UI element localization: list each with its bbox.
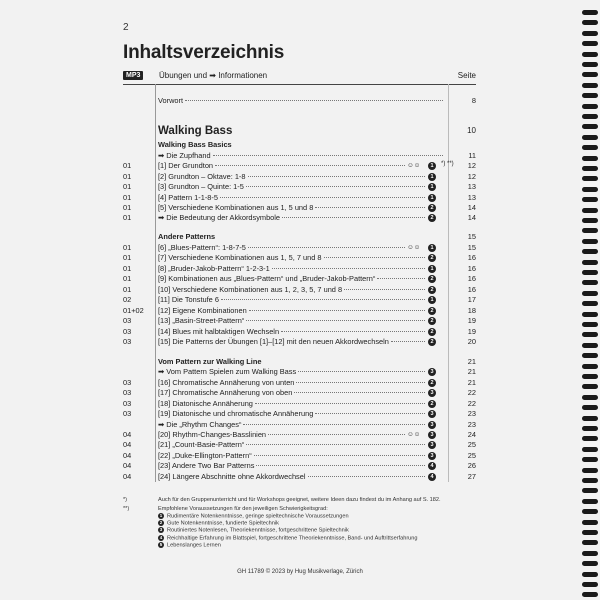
difficulty-level-icon: 2 (428, 400, 436, 408)
spiral-ring (582, 343, 598, 348)
leader-dots (296, 382, 425, 383)
toc-entry[interactable] (123, 336, 476, 347)
difficulty-level-icon: 3 (428, 441, 436, 449)
leader-dots (282, 217, 425, 218)
spiral-ring (582, 176, 598, 181)
toc-entry[interactable] (123, 387, 476, 398)
spiral-ring (582, 457, 598, 462)
leader-dots (298, 371, 425, 372)
toc-entry-title: [15] Die Patterns der Übungen [1]–[12] mit den neuen Akkordwechseln (158, 337, 389, 346)
header-page-label: Seite (457, 71, 476, 80)
difficulty-level-icon: 3 (428, 452, 436, 460)
mp3-track: 01 (123, 193, 132, 202)
toc-entry-title: [11] Die Tonstufe 6 (158, 295, 219, 304)
toc-entry-title: [13] „Basin-Street-Pattern“ (158, 316, 245, 325)
toc-page-number: 12 (467, 161, 476, 170)
legend-text: Gute Notenkenntnisse, fundierte Spieltechnik (167, 520, 279, 527)
spiral-ring (582, 395, 598, 400)
leader-dots (308, 476, 425, 477)
leader-dots (315, 207, 425, 208)
leader-dots (268, 434, 405, 435)
toc-entry[interactable] (123, 366, 476, 377)
mp3-track: 01 (123, 213, 132, 222)
mp3-track: 03 (123, 337, 132, 346)
footnote-text: Empfohlene Voraussetzungen für den jeweiligen Schwierigkeitsgrad: (158, 506, 328, 512)
toc-entry-title: [21] „Count-Basie-Pattern“ (158, 440, 245, 449)
spiral-ring (582, 332, 598, 337)
toc-entry-title: Vorwort (158, 96, 184, 105)
leader-dots (213, 155, 443, 156)
mp3-track: 04 (123, 440, 132, 449)
spiral-ring (582, 468, 598, 473)
toc-page-number: 16 (467, 285, 476, 294)
leader-dots (185, 100, 443, 101)
leader-dots (294, 392, 425, 393)
spiral-ring (582, 187, 598, 192)
difficulty-level-icon: 1 (428, 265, 436, 273)
toc-entry-title: [10] Verschiedene Kombinationen aus 1, 2, 3, 5, 7 und 8 (158, 285, 343, 294)
toc-page-number: 17 (467, 295, 476, 304)
toc-entry[interactable] (123, 273, 476, 284)
difficulty-level-icon: 2 (428, 328, 436, 336)
leader-dots (281, 331, 425, 332)
toc-entry[interactable] (123, 294, 476, 305)
spiral-ring (582, 301, 598, 306)
toc-entry-title: ➡ Die „Rhythm Changes“ (158, 420, 242, 429)
toc-page-number: 18 (467, 306, 476, 315)
difficulty-level-icon: 1 (428, 296, 436, 304)
leader-dots (246, 320, 425, 321)
difficulty-level-icon: 3 (428, 368, 436, 376)
spiral-ring (582, 93, 598, 98)
toc-entry[interactable] (123, 160, 476, 171)
toc-page-number: 24 (467, 430, 476, 439)
difficulty-level-icon: 1 (428, 173, 436, 181)
toc-page-number: 11 (468, 151, 476, 160)
mp3-track: 02 (123, 295, 132, 304)
leader-dots (249, 310, 425, 311)
footnote-mark: **) (123, 506, 130, 512)
toc-page-number: 19 (467, 327, 476, 336)
spiral-ring (582, 166, 598, 171)
toc-header (123, 70, 476, 84)
toc-page-number: 22 (467, 399, 476, 408)
difficulty-level-icon: 2 (428, 307, 436, 315)
spiral-ring (582, 52, 598, 57)
toc-page-number: 14 (467, 203, 476, 212)
toc-entry-title: [12] Eigene Kombinationen (158, 306, 247, 315)
legend-text: Rudimentäre Notenkenntnisse, geringe spieltechnische Voraussetzungen (167, 513, 349, 520)
difficulty-level-icon: 1 (159, 513, 163, 518)
toc-page-number: 23 (467, 409, 476, 418)
spiral-ring (582, 364, 598, 369)
toc-entry-title: [14] Blues mit halbtaktigen Wechseln (158, 327, 280, 336)
leader-dots (255, 403, 425, 404)
toc-page-number: 14 (467, 213, 476, 222)
mp3-track: 01 (123, 203, 132, 212)
toc-entry[interactable] (123, 408, 476, 419)
spiral-ring (582, 239, 598, 244)
toc-page-number: 22 (467, 388, 476, 397)
spiral-ring (582, 540, 598, 545)
toc-entry-title: [20] Rhythm-Changes-Basslinien (158, 430, 267, 439)
spiral-ring (582, 249, 598, 254)
spiral-ring (582, 592, 598, 597)
footnote-mark: *) (123, 497, 128, 503)
leader-dots (344, 289, 425, 290)
spiral-ring (582, 312, 598, 317)
mp3-track: 01+02 (123, 306, 144, 315)
spiral-ring (582, 20, 598, 25)
leader-dots (243, 424, 425, 425)
toc-entry-title: Walking Bass (158, 125, 233, 137)
leader-dots (391, 341, 425, 342)
toc-entry-title: [22] „Duke-Ellington-Pattern“ (158, 451, 252, 460)
toc-entry[interactable] (123, 212, 476, 223)
leader-dots (254, 455, 425, 456)
spiral-ring (582, 426, 598, 431)
leader-dots (221, 299, 425, 300)
toc-entry-title: [2] Grundton – Oktave: 1-8 (158, 172, 246, 181)
mp3-track: 03 (123, 388, 132, 397)
mp3-track: 01 (123, 161, 132, 170)
mp3-track: 04 (123, 461, 132, 470)
spiral-ring (582, 374, 598, 379)
spiral-ring (582, 218, 598, 223)
leader-dots (377, 278, 425, 279)
spiral-ring (582, 41, 598, 46)
spiral-ring (582, 530, 598, 535)
toc-page-number: 21 (467, 378, 476, 387)
toc-entry[interactable] (123, 315, 476, 326)
group-suitable-icon: ☺☺ (407, 162, 421, 169)
toc-page-number: 25 (467, 440, 476, 449)
spiral-ring (582, 291, 598, 296)
mp3-track: 03 (123, 378, 132, 387)
mp3-track: 03 (123, 327, 132, 336)
toc-entry-title: [24] Längere Abschnitte ohne Akkordwechsel (158, 472, 306, 481)
spiral-ring (582, 416, 598, 421)
spiral-ring (582, 520, 598, 525)
spiral-ring (582, 197, 598, 202)
toc-entry-title: ➡ Die Bedeutung der Akkordsymbole (158, 213, 281, 222)
header-rule (123, 84, 476, 85)
toc-entry-title: [9] Kombinationen aus „Blues-Pattern“ und „Bruder-Jakob-Pattern“ (158, 274, 376, 283)
leader-dots (220, 197, 425, 198)
spiral-ring (582, 114, 598, 119)
group-suitable-icon: ☺☺ (407, 431, 421, 438)
spiral-ring (582, 561, 598, 566)
toc-page-number: 10 (467, 126, 476, 135)
spiral-ring (582, 582, 598, 587)
toc-entry[interactable] (123, 123, 476, 139)
toc-page-number: 16 (467, 264, 476, 273)
leader-dots (246, 444, 425, 445)
spiral-ring (582, 270, 598, 275)
toc-entry-title: [19] Diatonische und chromatische Annäherung (158, 409, 314, 418)
group-suitable-icon: ☺☺ (407, 244, 421, 251)
difficulty-level-icon: 4 (428, 473, 436, 481)
difficulty-level-icon: 1 (428, 244, 436, 252)
page-number: 2 (123, 22, 129, 33)
toc-page-number: 16 (467, 274, 476, 283)
spiral-ring (582, 228, 598, 233)
toc-entry-title: ➡ Vom Pattern Spielen zum Walking Bass (158, 367, 297, 376)
toc-entry-title: [5] Verschiedene Kombinationen aus 1, 5 und 8 (158, 203, 314, 212)
toc-page-number: 26 (467, 461, 476, 470)
mp3-track: 03 (123, 409, 132, 418)
leader-dots (272, 268, 425, 269)
toc-entry-title: [16] Chromatische Annäherung von unten (158, 378, 295, 387)
mp3-track: 01 (123, 253, 132, 262)
spiral-ring (582, 499, 598, 504)
mp3-track: 03 (123, 399, 132, 408)
leader-dots (256, 465, 425, 466)
legend-text: Routiniertes Notenlesen, Theoriekenntnisse, fortgeschrittene Spieltechnik (167, 527, 349, 534)
spiral-ring (582, 260, 598, 265)
mp3-badge: MP3 (123, 71, 143, 80)
toc-entry-title: [6] „Blues-Pattern“: 1-8-7-5 (158, 243, 246, 252)
toc-entry[interactable] (123, 181, 476, 192)
spiral-ring (582, 145, 598, 150)
leader-dots (215, 165, 405, 166)
toc-entry[interactable] (123, 139, 476, 150)
spiral-ring (582, 322, 598, 327)
difficulty-level-icon: 1 (428, 162, 436, 170)
spiral-ring (582, 135, 598, 140)
difficulty-level-icon: 3 (428, 389, 436, 397)
toc-entry-title: [17] Chromatische Annäherung von oben (158, 388, 293, 397)
spiral-ring (582, 62, 598, 67)
difficulty-level-icon: 3 (159, 527, 163, 533)
spiral-ring (582, 405, 598, 410)
spiral-ring (582, 280, 598, 285)
colophon: GH 11789 © 2023 by Hug Musikverlage, Zürich (237, 569, 363, 575)
legend-text: Reichhaltige Erfahrung im Blattspiel, fortgeschrittene Theoriekenntnisse, Band- und Auftrittserfahrung (167, 535, 418, 542)
difficulty-level-icon: 3 (428, 421, 436, 429)
toc-page-number: 12 (467, 172, 476, 181)
toc-page-number: 23 (467, 420, 476, 429)
legend-text: Lebenslanges Lernen (167, 542, 221, 549)
mp3-track: 04 (123, 430, 132, 439)
difficulty-level-icon: 4 (159, 534, 163, 540)
toc-entry-title: [23] Andere Two Bar Patterns (158, 461, 255, 470)
leader-dots (315, 413, 425, 414)
difficulty-level-icon: 2 (428, 254, 436, 262)
toc-entry[interactable] (123, 460, 476, 471)
difficulty-level-icon: 2 (428, 338, 436, 346)
toc-entry[interactable] (123, 471, 476, 482)
difficulty-level-icon: 2 (428, 275, 436, 283)
toc-page-number: 15 (467, 232, 476, 241)
spiral-binding (580, 0, 600, 600)
toc-entry-title: [8] „Bruder-Jakob-Pattern“ 1-2-3-1 (158, 264, 270, 273)
toc-entry[interactable] (123, 95, 476, 106)
leader-dots (324, 257, 425, 258)
spiral-ring (582, 384, 598, 389)
page-title: Inhaltsverzeichnis (123, 42, 285, 63)
difficulty-level-icon: 2 (428, 286, 436, 294)
toc-page-number: 13 (467, 193, 476, 202)
spiral-ring (582, 447, 598, 452)
leader-dots (248, 247, 405, 248)
toc-page-number: 19 (467, 316, 476, 325)
toc-page-number: 8 (471, 96, 476, 105)
toc-page-number: 21 (467, 367, 476, 376)
spiral-ring (582, 83, 598, 88)
mp3-track: 04 (123, 472, 132, 481)
mp3-track: 04 (123, 451, 132, 460)
spiral-ring (582, 353, 598, 358)
spiral-ring (582, 436, 598, 441)
mp3-track: 01 (123, 243, 132, 252)
toc-page-number: 20 (467, 337, 476, 346)
difficulty-level-icon: 2 (159, 520, 163, 526)
leader-dots (246, 186, 425, 187)
mp3-track: 01 (123, 285, 132, 294)
difficulty-level-icon: 2 (428, 204, 436, 212)
spiral-ring (582, 124, 598, 129)
toc-entry-title: Walking Bass Basics (158, 140, 232, 149)
mp3-track: 01 (123, 172, 132, 181)
spiral-ring (582, 208, 598, 213)
difficulty-level-icon: 4 (428, 462, 436, 470)
toc-entry[interactable] (123, 439, 476, 450)
spiral-ring (582, 72, 598, 77)
difficulty-level-icon: 2 (428, 317, 436, 325)
spiral-ring (582, 488, 598, 493)
toc-entry-title: [1] Der Grundton (158, 161, 214, 170)
difficulty-level-icon: 2 (428, 379, 436, 387)
spiral-ring (582, 156, 598, 161)
spiral-ring (582, 104, 598, 109)
toc-page-number: 25 (467, 451, 476, 460)
toc-entry-title: Vom Pattern zur Walking Line (158, 357, 262, 366)
toc-entry-title: ➡ Die Zupfhand (158, 151, 211, 160)
legend-item (158, 542, 221, 549)
difficulty-level-icon: 2 (428, 214, 436, 222)
footnote-marker: *) **) (441, 161, 454, 167)
toc-page-number: 15 (467, 243, 476, 252)
toc-page-number: 13 (467, 182, 476, 191)
spiral-ring (582, 31, 598, 36)
mp3-track: 01 (123, 264, 132, 273)
toc-page-number: 21 (467, 357, 476, 366)
mp3-track: 01 (123, 182, 132, 191)
spiral-ring (582, 10, 598, 15)
difficulty-level-icon: 1 (428, 194, 436, 202)
toc-page-number: 16 (467, 253, 476, 262)
toc-page-number: 27 (467, 472, 476, 481)
difficulty-level-icon: 3 (428, 431, 436, 439)
footnote-text: Auch für den Gruppenunterricht und für Workshops geeignet, weitere Ideen dazu findest du im Anhang auf S. 182. (158, 497, 441, 503)
toc-entry[interactable] (123, 252, 476, 263)
difficulty-level-icon: 5 (159, 541, 163, 547)
toc-entry-title: [7] Verschiedene Kombinationen aus 1, 5, 7 und 8 (158, 253, 322, 262)
difficulty-level-icon: 3 (428, 410, 436, 418)
mp3-track: 03 (123, 316, 132, 325)
toc-entry-title: [3] Grundton – Quinte: 1-5 (158, 182, 244, 191)
toc-entry-title: [18] Diatonische Annäherung (158, 399, 253, 408)
spiral-ring (582, 478, 598, 483)
toc-entry[interactable] (123, 231, 476, 242)
spiral-ring (582, 551, 598, 556)
toc-entry-title: [4] Pattern 1-1-8-5 (158, 193, 218, 202)
difficulty-level-icon: 1 (428, 183, 436, 191)
mp3-track: 01 (123, 274, 132, 283)
leader-dots (248, 176, 425, 177)
header-exercises-label: Übungen und ➡ Informationen (159, 71, 268, 80)
toc-entry-title: Andere Patterns (158, 232, 216, 241)
spiral-ring (582, 509, 598, 514)
